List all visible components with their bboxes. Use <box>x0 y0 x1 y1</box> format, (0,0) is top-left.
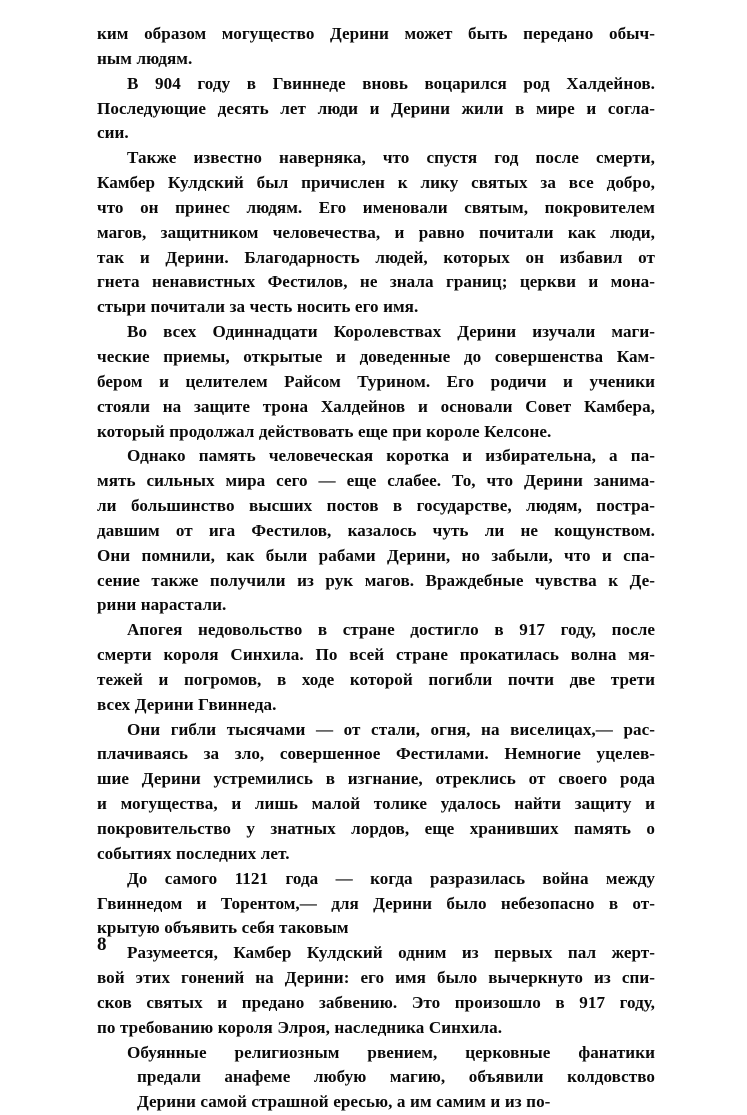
page-number: 8 <box>97 934 107 955</box>
text-line: гнета ненавистных Фестилов, не знала границ; церкви и мона- <box>97 272 655 292</box>
text-line: ким образом могущество Дерини может быть передано обыч- <box>97 24 655 43</box>
text-line: ным людям. <box>97 48 193 68</box>
text-line: Камбер Кулдский был причислен к лику святых за все добро, <box>97 173 655 193</box>
text-line: сков святых и предано забвению. Это произошло в 917 году, <box>97 992 655 1012</box>
text-line: Гвиннедом и Торентом,— для Дерини было небезопасно в от- <box>97 893 655 913</box>
text-line: что он принес людям. Его именовали святым, покровителем <box>97 197 655 217</box>
text-line: До самого 1121 года — когда разразилась война между <box>127 868 655 888</box>
text-line: Последующие десять лет люди и Дерини жили в мире и согла- <box>97 98 655 118</box>
text-line: так и Дерини. Благодарность людей, которых он избавил от <box>97 247 655 267</box>
text-line: по требованию короля Элроя, наследника Синхила. <box>97 1017 503 1037</box>
text-line: В 904 году в Гвиннеде вновь воцарился род Халдейнов. <box>127 73 655 93</box>
text-line: покровительство у знатных лордов, еще хранивших память о <box>97 819 655 838</box>
text-line: и могущества, и лишь малой толике удалось найти защиту и <box>97 794 655 814</box>
paragraph <box>97 718 655 867</box>
paragraph <box>97 941 655 1040</box>
text-line: ческие приемы, открытые и доведенные до совершенства Кам- <box>97 346 655 366</box>
text-line: Они гибли тысячами — от стали, огня, на виселицах,— рас- <box>127 719 655 739</box>
text-line: Дерини самой страшной ересью, а им самим и из по- <box>137 1092 551 1112</box>
text-line: Однако память человеческая коротка и избирательна, а па- <box>127 446 655 466</box>
text-line: сение также получили из рук магов. Враждебные чувства к Де- <box>97 570 655 590</box>
text-line: сии. <box>97 123 129 143</box>
text-line: магов, защитником человечества, и равно почитали как люди, <box>97 222 655 242</box>
text-line: Разумеется, Камбер Кулдский одним из первых пал жерт- <box>127 943 655 963</box>
text-line: рини нарастали. <box>97 595 227 615</box>
paragraph <box>97 444 655 618</box>
text-line: Они помнили, как были рабами Дерини, но забыли, что и спа- <box>97 545 655 565</box>
paragraph <box>97 867 655 942</box>
paragraph <box>97 1041 655 1115</box>
text-line: Во всех Одиннадцати Королевствах Дерини изучали маги- <box>127 322 655 342</box>
text-line: вой этих гонений на Дерини: его имя было вычеркнуто из спи- <box>97 968 655 988</box>
text-line: шие Дерини устремились в изгнание, отреклись от своего рода <box>97 769 655 789</box>
paragraph <box>97 22 655 72</box>
paragraph <box>97 618 655 717</box>
text-line: Апогея недовольство в стране достигло в 917 году, после <box>127 620 655 640</box>
page-text-block <box>97 22 655 1115</box>
text-line: тежей и погромов, в ходе которой погибли почти две трети <box>97 669 655 689</box>
paragraph <box>97 72 655 147</box>
text-line: мять сильных мира сего — еще слабее. То, что Дерини занима- <box>97 471 655 491</box>
text-line: ли большинство высших постов в государстве, людям, постра- <box>97 496 655 516</box>
text-line: Также известно наверняка, что спустя год после смерти, <box>127 148 655 168</box>
text-line: крытую объявить себя таковым <box>97 918 349 938</box>
text-line: предали анафеме любую магию, объявили колдовство <box>137 1067 655 1087</box>
text-line: всех Дерини Гвиннеда. <box>97 694 277 714</box>
paragraph <box>97 146 655 320</box>
text-line: смерти короля Синхила. По всей стране прокатилась волна мя- <box>97 645 655 665</box>
text-line: стыри почитали за честь носить его имя. <box>97 297 419 317</box>
text-line: плачиваясь за зло, совершенное Фестилами. Немногие уцелев- <box>97 744 655 764</box>
text-line: который продолжал действовать еще при короле Келсоне. <box>97 421 552 441</box>
text-line: стояли на защите трона Халдейнов и основали Совет Камбера, <box>97 396 655 416</box>
text-line: событиях последних лет. <box>97 843 290 863</box>
text-line: давшим от ига Фестилов, казалось чуть ли не кощунством. <box>97 520 655 540</box>
text-line: бером и целителем Райсом Турином. Его родичи и ученики <box>97 371 655 391</box>
text-line: Обуянные религиозным рвением, церковные фанатики <box>127 1042 655 1062</box>
paragraph <box>97 320 655 444</box>
